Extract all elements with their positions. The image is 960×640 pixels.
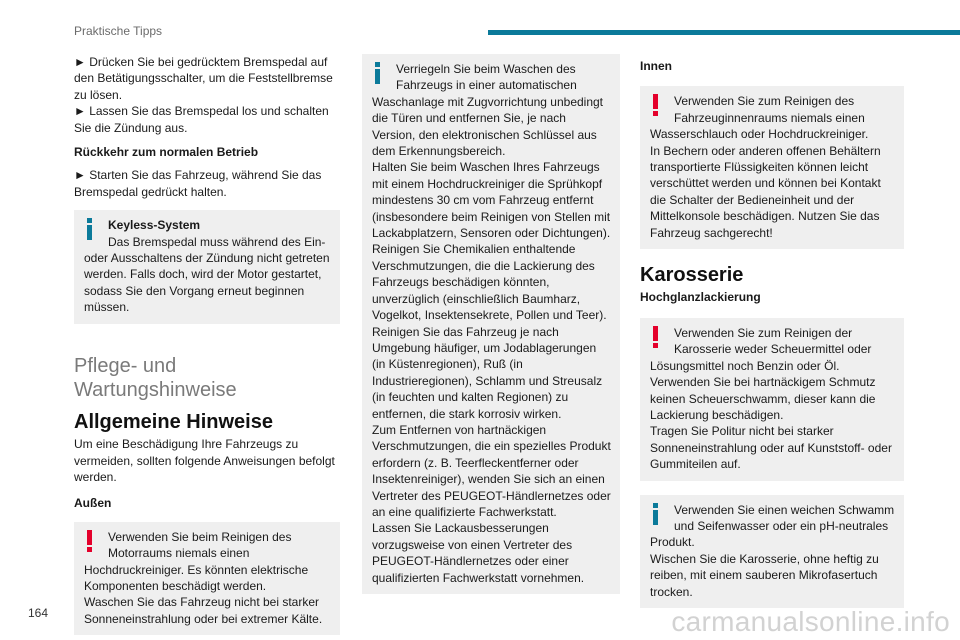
column-left	[74, 54, 340, 635]
info-icon	[86, 218, 94, 240]
info-text: und Seifenwasser oder ein pH-neutrales Produkt.	[650, 518, 889, 550]
warning-icon	[652, 326, 660, 348]
running-header: Praktische Tipps	[74, 24, 163, 38]
heading-general: Allgemeine Hinweise	[74, 410, 273, 433]
warning-extra-1: Verwenden Sie bei hartnäckigem Schmutz keinen Scheuerschwamm, dieser kann die Lackierung beschädigen.	[650, 375, 876, 422]
column-middle	[362, 54, 620, 594]
warning-icon	[86, 530, 94, 552]
info-icon	[652, 503, 660, 525]
para-chemicals: Reinigen Sie Chemikalien enthaltende Verschmutzungen, die die Lackierung des Fahrzeugs beschädigen könnten, unverzüglich (einschließlich Baumharz, Vogelkot, Insektensekrete, Pollen und Teer).	[372, 242, 607, 323]
info-box-car-wash	[362, 54, 620, 594]
info-box-sponge	[640, 495, 904, 608]
warning-box-engine	[74, 522, 340, 635]
warning-text: Karosserie weder Scheuermittel oder Lösungsmittel noch Benzin oder Öl.	[650, 342, 872, 373]
column-right	[640, 54, 904, 608]
step-start-vehicle: ► Starten Sie das Fahrzeug, während Sie das Bremspedal gedrückt halten.	[74, 168, 322, 199]
warning-line1: Verwenden Sie beim Reinigen des	[108, 529, 292, 544]
info-extra: Wischen Sie die Karosserie, ohne heftig zu reiben, mit einem sauberen Mikrofasertuch trocken.	[650, 551, 879, 599]
heading-body: Karosserie	[640, 264, 744, 287]
heading-inside: Innen	[640, 59, 672, 73]
heading-return-normal: Rückkehr zum normalen Betrieb	[74, 145, 259, 160]
info-title: Keyless-System	[108, 218, 201, 233]
step-release-brake: ► Drücken Sie bei gedrücktem Bremspedal auf den Betätigungsschalter, um die Feststellbremse zu lösen.	[74, 55, 333, 102]
watermark: carmanualsonline.info	[671, 606, 950, 637]
heading-outside: Außen	[74, 496, 112, 511]
para-stubborn-dirt: Zum Entfernen von hartnäckigen Verschmutzungen, die ein spezielles Produkt erfordern (z. B. Teerfleckentferner oder Insektenreiniger), wenden Sie sich an einen Vertreter des PEUGEOT-Händlernetzes oder an eine qualifizierte Fachwerkstatt.	[372, 422, 611, 519]
warning-text: Fahrzeuginnenraums niemals einen Wasserschlauch oder Hochdruckreiniger.	[650, 110, 869, 142]
info-box-keyless	[74, 210, 340, 323]
warning-extra: Waschen Sie das Fahrzeug nicht bei starker Sonneneinstrahlung oder bei extremer Kälte.	[84, 595, 323, 626]
info-line1: Verwenden Sie einen weichen Schwamm	[674, 502, 895, 517]
warning-text: Motorraums niemals einen Hochdruckreiniger. Es könnten elektrische Komponenten beschädigt werden.	[84, 546, 309, 593]
warning-extra-2: Tragen Sie Politur nicht bei starker Sonneneinstrahlung oder auf Kunststoff- oder Gummiteilen auf.	[650, 424, 892, 472]
step-ignition-off: ► Lassen Sie das Bremspedal los und schalten Sie die Zündung aus.	[74, 104, 329, 135]
warning-extra: In Bechern oder anderen offenen Behältern transportierte Flüssigkeiten können leicht verschüttet werden und können bei Kontakt die Schalter der Bedieneinheit und der Mittelkonsole beschädigen. Nutzen Sie das Fahrzeug sachgerecht!	[650, 143, 881, 240]
general-text: Um eine Beschädigung Ihre Fahrzeugs zu vermeiden, sollten folgende Anweisungen befolgt werden.	[74, 437, 335, 484]
header-accent-bar	[488, 30, 960, 35]
para-environment: Reinigen Sie das Fahrzeug je nach Umgebung häufiger, um Jodablagerungen (in Küstenregionen), Ruß (in Industrieregionen), Schlamm und Streusalz (in feuchten und kalten Regionen) zu entfernen, die stark korrosiv wirken.	[372, 324, 603, 421]
warning-box-interior	[640, 86, 904, 249]
info-line1: Verriegeln Sie beim Waschen des	[396, 62, 576, 76]
page-number: 164	[28, 606, 49, 620]
info-text: Fahrzeugs in einer automatischen Waschanlage mit Zugvorrichtung unbedingt die Türen und entfernen Sie, je nach Version, den elektronischen Schlüssel aus dem Erkennungsbereich.	[372, 78, 604, 159]
section-title: Pflege- und Wartungshinweise	[74, 354, 237, 401]
warning-icon	[652, 94, 660, 116]
warning-line1: Verwenden Sie zum Reinigen der	[674, 325, 853, 340]
heading-gloss: Hochglanzlackierung	[640, 290, 761, 305]
para-paint-repair: Lassen Sie Lackausbesserungen vorzugsweise von einen Vertreter des PEUGEOT-Händlernetzes oder einer qualifizierten Fachwerkstatt vornehmen.	[372, 521, 585, 585]
warning-box-body	[640, 318, 904, 481]
para-high-pressure: Halten Sie beim Waschen Ihres Fahrzeugs mit einem Hochdruckreiniger die Sprühkopf mindestens 30 cm vom Fahrzeug entfernt (insbesondere beim Reinigen von Stellen mit Lackabplatzern, Sensoren oder Dichtungen).	[372, 160, 611, 241]
info-icon	[374, 62, 382, 84]
info-text: Das Bremspedal muss während des Ein- oder Ausschaltens der Zündung nicht getreten werden. Falls doch, wird der Motor gestartet, sodass Sie den Vorgang erneut beginnen müssen.	[84, 234, 330, 315]
warning-line1: Verwenden Sie zum Reinigen des	[674, 94, 855, 109]
